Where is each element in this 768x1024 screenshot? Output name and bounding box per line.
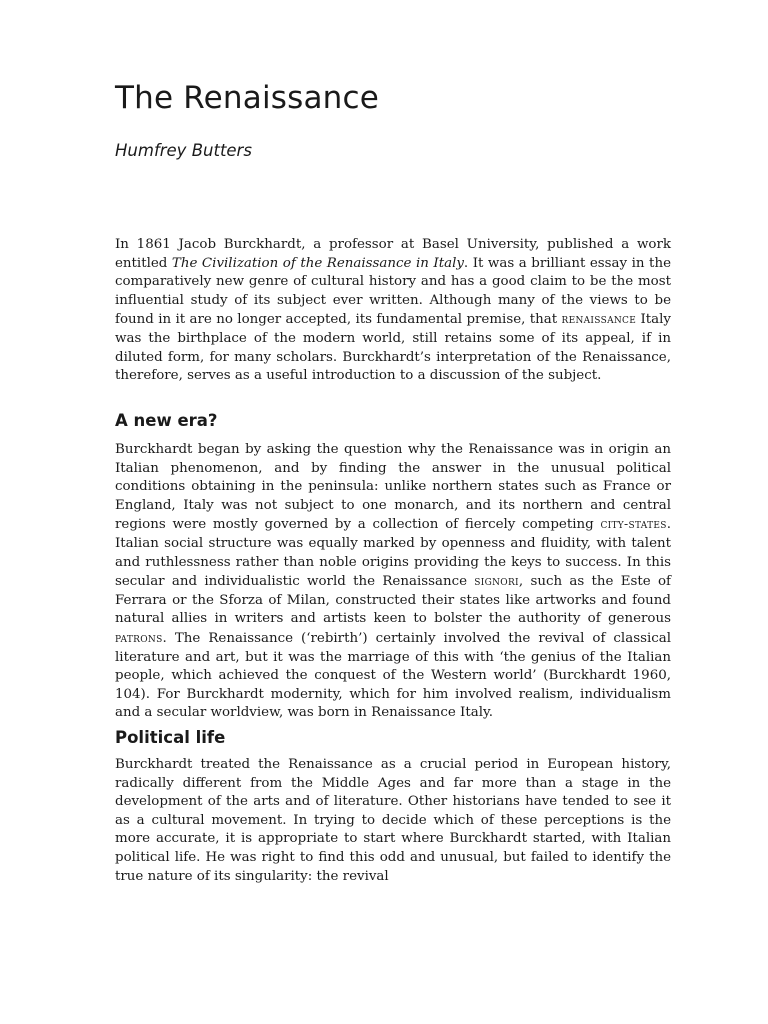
author-name: Humfrey Butters: [115, 141, 252, 160]
glossary-term-signori: signori: [474, 574, 519, 589]
glossary-term-renaissance: renaissance: [561, 312, 637, 327]
intro-text-1: In 1861 Jacob Burckhardt, a professor at Basel University, published a work entitled: [115, 237, 671, 271]
book-title: The Civilization of the Renaissance in Italy: [171, 255, 464, 271]
page-title: The Renaissance: [115, 80, 380, 116]
section1-text-2: . Italian social structure was equally marked by openness and fluidity, with talent and ruthlessness rather than noble origins providing the keys to success. In this secular and individualistic world the Renaissance: [115, 517, 671, 590]
glossary-term-patrons: patrons: [115, 630, 163, 645]
section2-paragraph: Burckhardt treated the Renaissance as a crucial period in European history, radically different from the Middle Ages and far more than a stage in the development of the arts and of literature. Other historians have tended to see it as a cultural movement. In trying to decide which of these perceptions is the more accurate, it is appropriate to start where Burckhardt started, with Italian political life. He was right to find this odd and unusual, but failed to identify the true nature of its singularity: the revival: [115, 757, 671, 884]
section1-text-3: , such as the Este of Ferrara or the Sforza of Milan, constructed their states like artworks and found natural allies in writers and artists keen to bolster the authority of generous: [115, 574, 671, 627]
section1-text-4: . The Renaissance (‘rebirth’) certainly involved the revival of classical literature and art, but it was the marriage of this with ‘the genius of the Italian people, which achieved the conquest of the Western world’ (Burckhardt 1960, 104). For Burckhardt modernity, which for him involved realism, individualism and a secular worldview, was born in Renaissance Italy.: [115, 630, 671, 721]
glossary-term-city-states: city-states: [600, 517, 667, 532]
section1-text-1: Burckhardt began by asking the question why the Renaissance was in origin an Italian phenomenon, and by finding the answer in the unusual political conditions obtaining in the peninsula: unlike northern states such as France or England, Italy was not subject to one monarch, and its northern and central regions were mostly governed by a collection of fiercely competing: [115, 442, 671, 533]
section-heading-political-life: Political life: [115, 728, 226, 747]
section1-paragraph: [115, 441, 671, 723]
intro-paragraph: [115, 236, 671, 386]
section-heading-new-era: A new era?: [115, 411, 218, 430]
intro-text-3: Italy was the birthplace of the modern world, still retains some of its appeal, if in diluted form, for many scholars. Burckhardt’s interpretation of the Renaissance, therefore, serves as a useful introduction to a discussion of the subject.: [115, 312, 671, 384]
intro-text-2: . It was a brilliant essay in the comparatively new genre of cultural history and has a good claim to be the most influential study of its subject ever written. Although many of the views to be found in it are no longer accepted, its fundamental premise, that: [115, 255, 671, 328]
